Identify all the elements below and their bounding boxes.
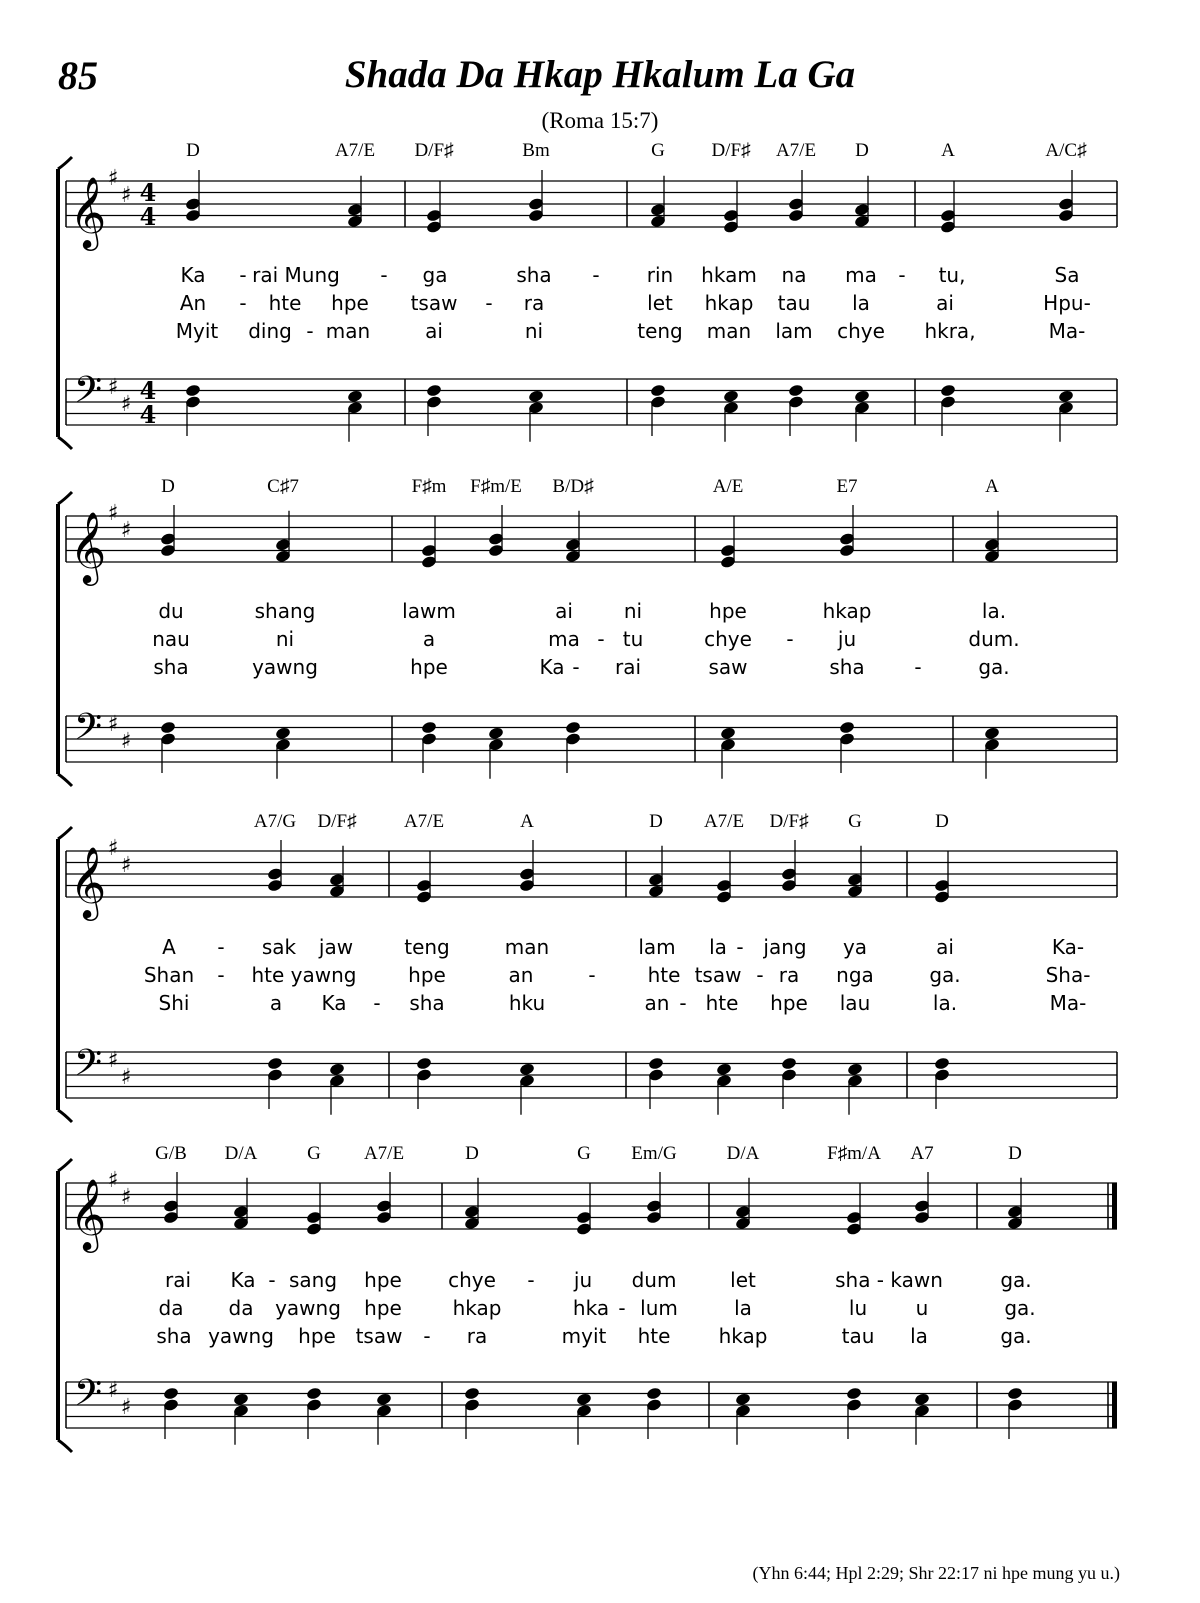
lyric-verse-3: tsaw xyxy=(355,1324,403,1348)
bass-notehead xyxy=(576,1392,593,1406)
bracket-bottom xyxy=(58,1110,72,1122)
lyric-verse-1: Sa xyxy=(1054,263,1080,287)
chord-symbol: G xyxy=(848,811,862,832)
lyric-verse-1: chye xyxy=(448,1268,496,1292)
lyric-verse-2: - xyxy=(786,627,794,651)
lyric-verse-1: ga xyxy=(422,263,448,287)
lyric-verse-3: ga. xyxy=(978,655,1010,679)
chord-symbol: D/F♯ xyxy=(414,140,454,161)
bass-notehead xyxy=(233,1392,250,1406)
lyric-verse-2: an xyxy=(508,963,534,987)
sharp-c-icon: ♯ xyxy=(120,518,132,543)
lyric-verse-2: - xyxy=(217,963,225,987)
lyric-verse-1: let xyxy=(730,1268,756,1292)
sharp-f-icon: ♯ xyxy=(107,1378,119,1403)
chord-symbol: D/F♯ xyxy=(769,811,809,832)
lyric-verse-2: ga. xyxy=(929,963,961,987)
chord-symbol: D xyxy=(649,811,663,832)
lyric-verse-3: la xyxy=(910,1324,928,1348)
chord-symbol: A xyxy=(941,140,955,161)
chord-symbol: D xyxy=(1008,1143,1022,1164)
chord-symbol: D xyxy=(161,476,175,497)
sharp-f-icon: ♯ xyxy=(107,166,119,191)
lyric-verse-2: tsaw xyxy=(410,291,458,315)
bass-notehead xyxy=(847,1062,864,1076)
lyric-verse-1: lawm xyxy=(402,599,456,623)
lyric-verse-2: dum. xyxy=(968,627,1020,651)
lyric-verse-2: hpe xyxy=(331,291,369,315)
lyric-verse-2: - xyxy=(485,291,493,315)
lyric-verse-3: tau xyxy=(841,1324,875,1348)
lyric-verse-2: - xyxy=(239,291,247,315)
lyric-verse-1: shang xyxy=(254,599,316,623)
bass-notehead xyxy=(160,720,177,734)
bass-notehead xyxy=(984,726,1001,740)
bass-notehead xyxy=(720,726,737,740)
bass-notehead xyxy=(488,726,505,740)
lyric-verse-1: sak xyxy=(261,935,297,959)
chord-symbol: D/F♯ xyxy=(317,811,357,832)
lyric-verse-2: - xyxy=(618,1296,626,1320)
lyric-verse-2: hpe xyxy=(364,1296,402,1320)
bass-clef-icon: 𝄢 xyxy=(73,369,103,420)
chord-symbol: A/E xyxy=(712,476,744,497)
lyric-verse-2: da xyxy=(228,1296,254,1320)
lyric-verse-2: u xyxy=(915,1296,929,1320)
chord-symbol: G xyxy=(577,1143,591,1164)
bass-notehead xyxy=(934,1056,951,1070)
lyric-verse-3: saw xyxy=(708,655,748,679)
bass-notehead xyxy=(185,383,202,397)
lyric-verse-2: nau xyxy=(152,627,190,651)
sharp-f-icon: ♯ xyxy=(107,1048,119,1073)
bass-notehead xyxy=(648,1056,665,1070)
lyric-verse-1: hkam xyxy=(701,263,757,287)
lyric-verse-1: - xyxy=(898,263,906,287)
bass-notehead xyxy=(788,383,805,397)
sharp-f-icon: ♯ xyxy=(107,836,119,861)
lyric-verse-1: sha - kawn xyxy=(835,1268,943,1292)
bass-notehead xyxy=(275,726,292,740)
chord-symbol: A7/E xyxy=(703,811,745,832)
chord-symbol: G xyxy=(651,140,665,161)
lyric-verse-3: Ka xyxy=(539,655,565,679)
bass-notehead xyxy=(854,389,871,403)
lyric-verse-3: man xyxy=(325,319,371,343)
bass-notehead xyxy=(914,1392,931,1406)
sharp-f-icon: ♯ xyxy=(107,712,119,737)
lyric-verse-3: hpe xyxy=(770,991,808,1015)
lyric-verse-3: Ma- xyxy=(1048,319,1086,343)
bass-notehead xyxy=(716,1062,733,1076)
lyric-verse-1: - xyxy=(268,1268,276,1292)
lyric-verse-2: ga. xyxy=(1004,1296,1036,1320)
lyric-verse-2: let xyxy=(647,291,673,315)
lyric-verse-1: rai Mung xyxy=(252,263,340,287)
lyric-verse-1: hpe xyxy=(364,1268,402,1292)
lyric-verse-3: sha xyxy=(829,655,865,679)
lyric-verse-3: hku xyxy=(508,991,546,1015)
lyric-verse-1: Ka xyxy=(180,263,206,287)
bass-notehead xyxy=(1058,389,1075,403)
bass-notehead xyxy=(781,1056,798,1070)
lyric-verse-3: an xyxy=(644,991,670,1015)
lyric-verse-1: - xyxy=(380,263,388,287)
chord-symbol: D xyxy=(465,1143,479,1164)
time-sig-bottom: 4 xyxy=(139,202,157,231)
lyric-verse-3: Shi xyxy=(158,991,190,1015)
bass-notehead xyxy=(416,1056,433,1070)
chord-symbol: D/A xyxy=(726,1143,760,1164)
bass-notehead xyxy=(267,1056,284,1070)
lyric-verse-3: - xyxy=(914,655,922,679)
chord-symbol: A/C♯ xyxy=(1045,140,1087,161)
lyric-verse-2: hte xyxy=(268,291,302,315)
bass-notehead xyxy=(839,720,856,734)
lyric-verse-2: Sha- xyxy=(1045,963,1091,987)
lyric-verse-1: hpe xyxy=(709,599,747,623)
bass-notehead xyxy=(163,1386,180,1400)
lyric-verse-2: a xyxy=(422,627,436,651)
lyric-verse-3: - xyxy=(423,1324,431,1348)
chord-symbol: D/A xyxy=(224,1143,258,1164)
bass-clef-icon: 𝄢 xyxy=(73,1042,103,1093)
lyric-verse-1: rin xyxy=(646,263,674,287)
chord-symbol: B/D♯ xyxy=(552,476,594,497)
lyric-verse-3: Ka xyxy=(321,991,347,1015)
bass-notehead xyxy=(1007,1386,1024,1400)
bass-notehead xyxy=(426,383,443,397)
lyric-verse-1: dum xyxy=(631,1268,677,1292)
sharp-c-icon: ♯ xyxy=(120,392,132,417)
lyric-verse-1: la. xyxy=(981,599,1007,623)
lyric-verse-1: ma xyxy=(845,263,877,287)
chord-symbol: Bm xyxy=(522,140,550,161)
bass-notehead xyxy=(421,720,438,734)
lyric-verse-3: ding xyxy=(248,319,292,343)
bracket-bottom xyxy=(58,1440,72,1452)
lyric-verse-3: rai xyxy=(614,655,642,679)
lyric-verse-2: tu xyxy=(622,627,644,651)
system-2 xyxy=(58,492,1117,786)
chord-symbol: F♯m/E xyxy=(470,476,522,497)
lyric-verse-3: hpe xyxy=(410,655,448,679)
lyric-verse-1: teng xyxy=(404,935,450,959)
sharp-c-icon: ♯ xyxy=(120,183,132,208)
lyric-verse-2: ra xyxy=(778,963,800,987)
scripture-reference: (Roma 15:7) xyxy=(541,108,659,133)
treble-clef-icon: 𝄞 xyxy=(69,845,107,918)
lyric-verse-3: lam xyxy=(775,319,813,343)
chord-symbol: C♯7 xyxy=(267,476,299,497)
lyric-verse-1: na xyxy=(781,263,807,287)
treble-clef-icon: 𝄞 xyxy=(69,175,107,248)
lyric-verse-3: - xyxy=(373,991,381,1015)
lyric-verse-3: ra xyxy=(466,1324,488,1348)
lyric-verse-3: myit xyxy=(561,1324,607,1348)
bracket-bottom xyxy=(58,774,72,786)
lyric-verse-3: - xyxy=(679,991,687,1015)
bass-clef-icon: 𝄢 xyxy=(73,706,103,757)
sharp-c-icon: ♯ xyxy=(120,729,132,754)
lyric-verse-1: - xyxy=(527,1268,535,1292)
lyric-verse-2: yawng xyxy=(275,1296,341,1320)
chord-symbol: A xyxy=(520,811,534,832)
sharp-f-icon: ♯ xyxy=(107,1168,119,1193)
lyric-verse-2: la xyxy=(734,1296,752,1320)
bass-notehead xyxy=(306,1386,323,1400)
lyric-verse-2: hka xyxy=(572,1296,610,1320)
lyric-verse-3: yawng xyxy=(252,655,318,679)
bracket-top xyxy=(58,1159,72,1171)
lyric-verse-2: An xyxy=(179,291,207,315)
lyric-verse-1: ga. xyxy=(1000,1268,1032,1292)
lyric-verse-2: hkap xyxy=(452,1296,502,1320)
lyric-verse-3: sha xyxy=(409,991,445,1015)
bracket-bottom xyxy=(58,437,72,449)
lyric-verse-1: ya xyxy=(842,935,868,959)
lyric-verse-2: Shan xyxy=(143,963,195,987)
treble-clef-icon: 𝄞 xyxy=(69,510,107,583)
lyric-verse-2: la xyxy=(852,291,870,315)
lyric-verse-3: ni xyxy=(524,319,544,343)
lyric-verse-1: jaw xyxy=(318,935,354,959)
chord-symbol: A7/E xyxy=(403,811,445,832)
bass-notehead xyxy=(846,1386,863,1400)
lyric-verse-3: sha xyxy=(153,655,189,679)
final-barline-thick xyxy=(1112,1183,1117,1229)
bracket-top xyxy=(58,492,72,504)
lyric-verse-3: la. xyxy=(932,991,958,1015)
chord-symbol: A7/E xyxy=(775,140,817,161)
chord-symbol: Em/G xyxy=(631,1143,677,1164)
chord-symbol: D xyxy=(186,140,200,161)
lyric-verse-3: yawng xyxy=(208,1324,274,1348)
hymn-number: 85 xyxy=(58,53,98,98)
lyric-verse-2: - xyxy=(756,963,764,987)
lyric-verse-1: - xyxy=(592,263,600,287)
lyric-verse-2: - xyxy=(588,963,596,987)
lyric-verse-1: - xyxy=(239,263,247,287)
sharp-f-icon: ♯ xyxy=(107,501,119,526)
sharp-c-icon: ♯ xyxy=(120,1065,132,1090)
sharp-c-icon: ♯ xyxy=(120,1185,132,1210)
lyric-verse-1: hkap xyxy=(822,599,872,623)
chord-symbol: D xyxy=(935,811,949,832)
lyric-verse-3: Myit xyxy=(175,319,219,343)
lyric-verse-2: nga xyxy=(836,963,874,987)
sharp-f-icon: ♯ xyxy=(107,375,119,400)
lyric-verse-1: du xyxy=(158,599,184,623)
lyric-verse-1: rai xyxy=(164,1268,192,1292)
chord-symbol: D xyxy=(855,140,869,161)
lyric-verse-1: ai xyxy=(555,599,573,623)
lyric-verse-2: da xyxy=(158,1296,184,1320)
lyric-verse-3: hkra, xyxy=(924,319,976,343)
lyric-verse-1: Ka xyxy=(230,1268,256,1292)
lyric-verse-1: la xyxy=(709,935,727,959)
bass-notehead xyxy=(940,383,957,397)
bass-notehead xyxy=(329,1062,346,1076)
bass-notehead xyxy=(528,389,545,403)
bracket-top xyxy=(58,827,72,839)
lyric-verse-2: lu xyxy=(848,1296,868,1320)
lyric-verse-2: tau xyxy=(777,291,811,315)
chord-symbol: F♯m xyxy=(411,476,447,497)
hymn-title: Shada Da Hkap Hkalum La Ga xyxy=(344,53,856,96)
chord-symbol: F♯m/A xyxy=(827,1143,881,1164)
lyric-verse-3: - xyxy=(306,319,314,343)
lyric-verse-3: a xyxy=(269,991,283,1015)
bass-notehead xyxy=(646,1386,663,1400)
lyric-verse-2: hte yawng xyxy=(251,963,357,987)
lyric-verse-1: jang xyxy=(763,935,807,959)
lyric-verse-1: Ka- xyxy=(1051,935,1085,959)
lyric-verse-2: lum xyxy=(640,1296,678,1320)
time-sig-top: 4 xyxy=(139,376,157,405)
lyric-verse-2: Hpu- xyxy=(1043,291,1091,315)
lyric-verse-3: Ma- xyxy=(1049,991,1087,1015)
chord-symbol: A xyxy=(985,476,999,497)
lyric-verse-2: hpe xyxy=(408,963,446,987)
chord-symbol: A7/E xyxy=(334,140,376,161)
chord-symbol: G xyxy=(307,1143,321,1164)
system-1 xyxy=(58,157,1117,449)
lyric-verse-2: ju xyxy=(837,627,857,651)
bass-notehead xyxy=(464,1386,481,1400)
lyric-verse-3: man xyxy=(706,319,752,343)
bass-notehead xyxy=(565,720,582,734)
lyric-verse-3: hpe xyxy=(298,1324,336,1348)
lyric-verse-2: hkap xyxy=(704,291,754,315)
lyric-verse-3: chye xyxy=(837,319,885,343)
lyric-verse-3: - xyxy=(572,655,580,679)
footer-references: (Yhn 6:44; Hpl 2:29; Shr 22:17 ni hpe mung yu u.) xyxy=(752,1563,1120,1583)
time-sig-bottom: 4 xyxy=(139,400,157,429)
sharp-c-icon: ♯ xyxy=(120,1395,132,1420)
lyric-verse-1: - xyxy=(217,935,225,959)
chord-symbol: E7 xyxy=(836,476,858,497)
lyric-verse-3: hkap xyxy=(718,1324,768,1348)
lyric-verse-1: ju xyxy=(573,1268,593,1292)
lyric-verse-2: ai xyxy=(936,291,954,315)
lyric-verse-3: ai xyxy=(425,319,443,343)
lyric-verse-1: ni xyxy=(623,599,643,623)
lyric-verse-2: hte xyxy=(647,963,681,987)
lyric-verse-2: - xyxy=(597,627,605,651)
chord-symbol: D/F♯ xyxy=(711,140,751,161)
lyric-verse-3: teng xyxy=(637,319,683,343)
bass-notehead xyxy=(723,389,740,403)
lyric-verse-1: man xyxy=(504,935,550,959)
lyric-verse-3: sha xyxy=(156,1324,192,1348)
lyric-verse-1: tu, xyxy=(938,263,966,287)
lyric-verse-1: sang xyxy=(288,1268,338,1292)
lyric-verse-3: hte xyxy=(705,991,739,1015)
chord-symbol: A7/G xyxy=(253,811,297,832)
chord-symbol: G/B xyxy=(155,1143,187,1164)
time-sig-top: 4 xyxy=(139,178,157,207)
bass-clef-icon: 𝄢 xyxy=(73,1372,103,1423)
lyric-verse-1: ai xyxy=(936,935,954,959)
chord-symbol: A7/E xyxy=(363,1143,405,1164)
lyric-verse-2: ra xyxy=(523,291,545,315)
sharp-c-icon: ♯ xyxy=(120,853,132,878)
bass-notehead xyxy=(650,383,667,397)
chord-symbol: A7 xyxy=(910,1143,934,1164)
lyric-verse-1: lam xyxy=(638,935,676,959)
lyric-verse-3: ga. xyxy=(1000,1324,1032,1348)
lyric-verse-3: hte xyxy=(637,1324,671,1348)
bass-notehead xyxy=(735,1392,752,1406)
bass-notehead xyxy=(376,1392,393,1406)
lyric-verse-1: sha xyxy=(516,263,552,287)
lyric-verse-2: ma xyxy=(548,627,580,651)
lyric-verse-2: chye xyxy=(704,627,752,651)
bass-notehead xyxy=(519,1062,536,1076)
lyric-verse-2: ni xyxy=(275,627,295,651)
lyric-verse-3: lau xyxy=(839,991,871,1015)
lyric-verse-1: - xyxy=(736,935,744,959)
lyric-verse-2: tsaw xyxy=(694,963,742,987)
bass-notehead xyxy=(347,389,364,403)
final-barline-thick xyxy=(1112,1382,1117,1428)
lyric-verse-1: A xyxy=(162,935,176,959)
bracket-top xyxy=(58,157,72,169)
treble-clef-icon: 𝄞 xyxy=(69,1177,107,1250)
